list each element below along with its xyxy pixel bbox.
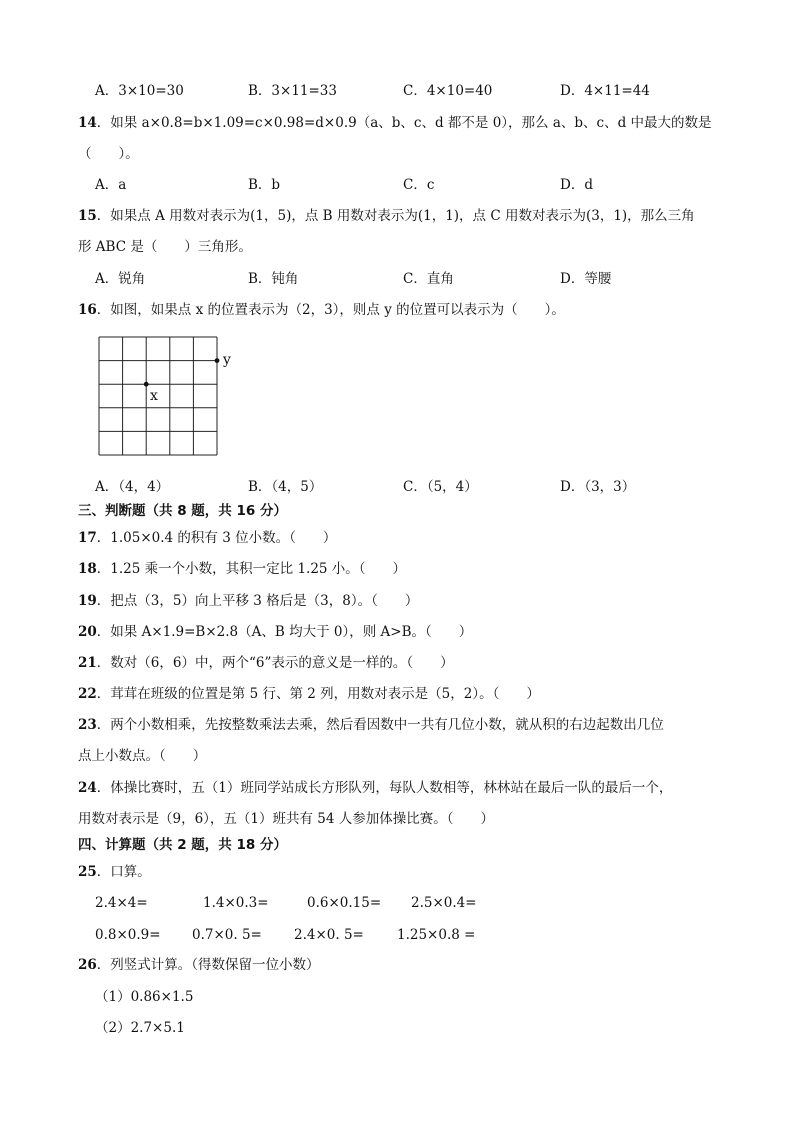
oral-calc-item: 1.25×0.8 = [397,927,476,943]
q13-option-a: A．3×10=30 [95,83,184,99]
question-text: ．列竖式计算。（得数保留一位小数） [96,957,320,973]
question-text: ．如果 A×1.9=B×2.8（A、B 均大于 0），则 A>B。（ ） [96,624,473,640]
q16-option-d: D．（3，3） [560,479,636,495]
question-text: ．茸茸在班级的位置是第 5 行、第 2 列，用数对表示是（5，2）。（ ） [96,686,540,702]
question-17 [78,529,336,547]
oral-calc-item: 0.7×0. 5= [192,927,262,943]
question-text: ．如果 a×0.8=b×1.09=c×0.98=d×0.9（a、b、c、d 都不是 0），那么 a、b、c、d 中最大的数是 [96,115,712,131]
question-text: ．口算。 [96,864,151,880]
question-14 [78,114,712,132]
question-22 [78,685,540,703]
question-number: 20 [78,624,97,640]
q16-option-c: C．（5，4） [403,479,478,495]
point-x-label: x [150,388,158,404]
question-text: ．数对（6，6）中，两个“6”表示的意义是一样的。（ ） [96,655,454,671]
oral-calc-item: 2.4×0. 5= [294,927,364,943]
question-number: 23 [78,717,97,733]
question-25 [78,863,151,881]
question-text: ．如果点 A 用数对表示为(1，5)，点 B 用数对表示为(1，1)，点 C 用数对表示为(3，1)，那么三角 [96,208,695,224]
q16-option-b: B．（4，5） [248,479,323,495]
question-number: 14 [78,115,97,131]
section-title-calculation: 四、计算题（共 2 题，共 18 分） [78,837,287,853]
oral-calc-item: 2.5×0.4= [411,895,477,911]
question-16 [78,301,565,319]
q14-option-a: A．a [95,177,127,193]
oral-calc-item: 0.6×0.15= [307,895,382,911]
q15-option-c: C．直角 [403,271,454,287]
point-x-dot [144,382,149,387]
grid-lines [99,337,217,455]
q14-option-b: B．b [248,177,281,193]
q13-option-d: D．4×11=44 [560,83,650,99]
q13-option-c: C．4×10=40 [403,83,493,99]
question-number: 15 [78,208,97,224]
question-number: 24 [78,780,97,796]
question-text: ．两个小数相乘，先按整数乘法去乘，然后看因数中一共有几位小数，就从积的右边起数出几位 [96,717,664,733]
question-text: ．如图，如果点 x 的位置表示为（2，3），则点 y 的位置可以表示为（ ）。 [96,302,565,318]
question-24 [78,779,672,797]
question-text: ．把点（3，5）向上平移 3 格后是（3，8）。（ ） [96,593,419,609]
question-number: 21 [78,655,97,671]
question-20 [78,623,472,641]
question-23 [78,716,664,734]
point-y-dot [215,358,220,363]
question-text: ．体操比赛时，五（1）班同学站成长方形队列，每队人数相等，林林站在最后一队的最后一个， [96,780,673,796]
oral-calc-item: 2.4×4= [95,895,148,911]
question-21 [78,654,454,672]
question-number: 22 [78,686,97,702]
vertical-calc-item-2: （2）2.7×5.1 [95,1020,185,1036]
question-number: 18 [78,561,97,577]
question-19 [78,592,418,610]
coordinate-grid [99,337,231,457]
question-number: 19 [78,593,97,609]
q15-option-b: B．钝角 [248,271,299,287]
question-23-cont: 点上小数点。（ ） [78,748,207,764]
question-number: 26 [78,957,97,973]
question-text: ．1.25 乘一个小数，其积一定比 1.25 小。（ ） [96,561,407,577]
question-number: 25 [78,864,97,880]
q15-option-d: D．等腰 [560,271,612,287]
question-15-cont: 形 ABC 是（ ）三角形。 [78,239,252,255]
oral-calc-item: 0.8×0.9= [95,927,161,943]
q14-option-d: D．d [560,177,593,193]
question-26 [78,956,320,974]
oral-calc-item: 1.4×0.3= [203,895,269,911]
question-text: ．1.05×0.4 的积有 3 位小数。（ ） [96,530,337,546]
question-14-cont: （ ）。 [78,146,139,162]
question-15 [78,207,695,225]
q13-option-b: B．3×11=33 [248,83,337,99]
point-y-label: y [223,352,231,368]
vertical-calc-item-1: （1）0.86×1.5 [95,989,194,1005]
question-number: 16 [78,302,97,318]
q15-option-a: A．锐角 [95,271,146,287]
q16-option-a: A．（4，4） [95,479,170,495]
question-24-cont: 用数对表示是（9，6），五（1）班共有 54 人参加体操比赛。（ ） [78,811,495,827]
question-18 [78,560,406,578]
question-number: 17 [78,530,97,546]
section-title-judgement: 三、判断题（共 8 题，共 16 分） [78,503,287,519]
q14-option-c: C．c [403,177,435,193]
